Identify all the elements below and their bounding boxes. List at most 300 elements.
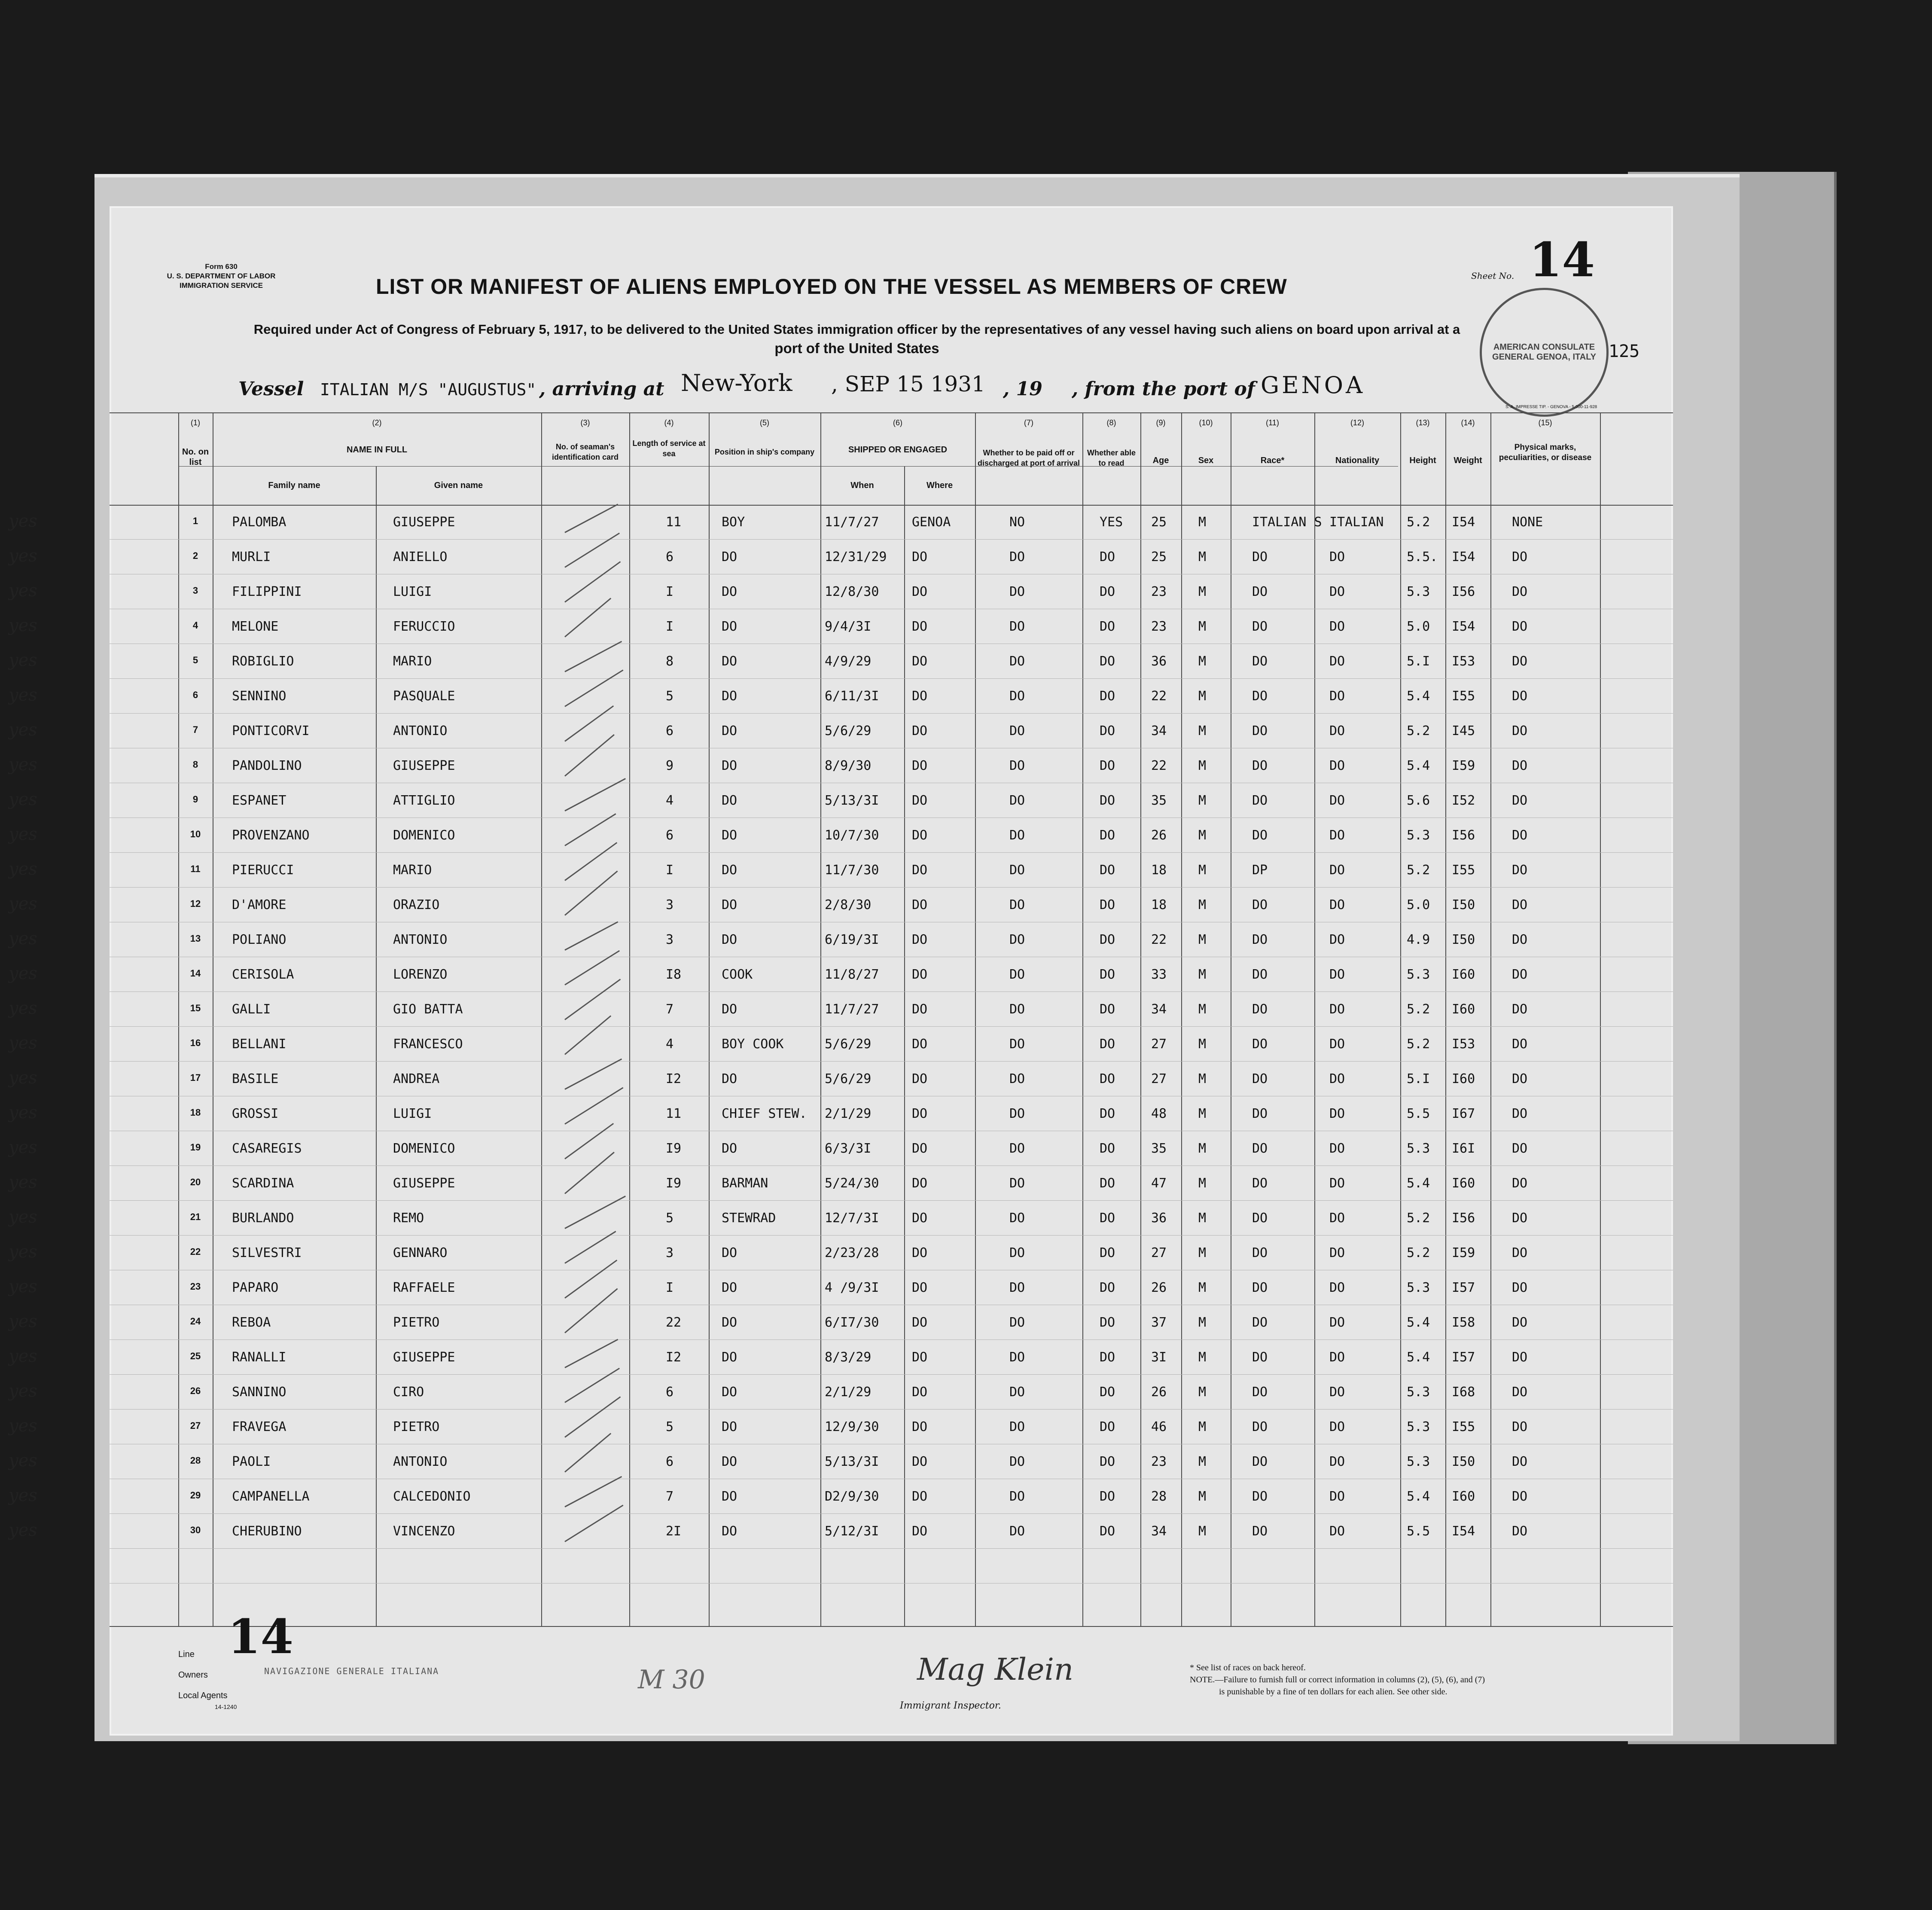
header-name-in-full: NAME IN FULL	[346, 445, 408, 455]
given-name: ANTONIO	[393, 1454, 448, 1469]
given-name: CIRO	[393, 1385, 424, 1400]
shipped-when: 5/6/29	[825, 1071, 872, 1086]
row-number: 28	[190, 1455, 201, 1466]
penalty-note-cont: is punishable by a fine of ten dollars for each alien. See other side.	[1219, 1687, 1447, 1696]
physical-marks: DO	[1512, 689, 1528, 704]
family-name: BASILE	[232, 1071, 279, 1086]
weight: I67	[1452, 1106, 1475, 1121]
age: 27	[1151, 1037, 1167, 1052]
sex: M	[1198, 1350, 1207, 1365]
race: DO	[1252, 897, 1268, 912]
colnum-7: (7)	[1024, 418, 1033, 427]
row-number: 9	[192, 794, 198, 805]
nationality: DO	[1329, 619, 1345, 634]
row-number: 4	[192, 620, 198, 631]
race: DO	[1252, 1002, 1268, 1017]
colnum-9: (9)	[1156, 418, 1166, 427]
arriving-label: , arriving at	[539, 378, 664, 400]
weight: I50	[1452, 897, 1475, 912]
weight: I60	[1452, 1002, 1475, 1017]
physical-marks: DO	[1512, 932, 1528, 947]
row-number: 24	[190, 1316, 201, 1327]
shipped-where: DO	[912, 584, 928, 599]
weight: I60	[1452, 1071, 1475, 1086]
physical-marks: NONE	[1512, 515, 1543, 530]
position: DO	[722, 1454, 737, 1469]
line-number: 14	[228, 1609, 294, 1664]
table-row	[9, 1138, 1673, 1172]
able-to-read: DO	[1100, 619, 1115, 634]
paid-off: DO	[1009, 1454, 1025, 1469]
nationality: DO	[1329, 1176, 1345, 1191]
family-name: MURLI	[232, 549, 271, 564]
race: DO	[1252, 549, 1268, 564]
able-to-read: DO	[1100, 1350, 1115, 1365]
shipped-when: 12/7/3I	[825, 1211, 879, 1226]
position: COOK	[722, 967, 753, 982]
physical-marks: DO	[1512, 863, 1528, 878]
position: DO	[722, 654, 737, 669]
table-row	[9, 616, 1673, 650]
header-position: Position in ship's company	[714, 448, 815, 456]
paid-off: DO	[1009, 689, 1025, 704]
sex: M	[1198, 758, 1207, 773]
form-code: 14-1240	[215, 1703, 237, 1710]
length-of-service: 11	[666, 515, 682, 530]
height: 5.2	[1407, 515, 1430, 530]
height: 5.2	[1407, 1211, 1430, 1226]
family-name: CAMPANELLA	[232, 1489, 310, 1504]
table-row	[9, 859, 1673, 894]
owners-value: NAVIGAZIONE GENERALE ITALIANA	[264, 1666, 439, 1676]
position: BOY	[722, 515, 745, 530]
physical-marks: DO	[1512, 1106, 1528, 1121]
family-name: POLIANO	[232, 932, 286, 947]
race: DO	[1252, 1489, 1268, 1504]
shipped-where: DO	[912, 1350, 928, 1365]
colnum-15: (15)	[1538, 418, 1552, 427]
shipped-when: 11/7/27	[825, 515, 879, 530]
sex: M	[1198, 549, 1207, 564]
check-mark-annotation: yes	[9, 1138, 37, 1157]
height: 5.4	[1407, 758, 1430, 773]
able-to-read: DO	[1100, 863, 1115, 878]
age: 34	[1151, 1524, 1167, 1539]
age: 36	[1151, 1211, 1167, 1226]
length-of-service: I	[666, 584, 674, 599]
shipped-when: 6/11/3I	[825, 689, 879, 704]
check-mark-annotation: yes	[9, 1103, 37, 1123]
row-number: 8	[192, 759, 198, 770]
check-mark-annotation: yes	[9, 581, 37, 601]
family-name: PANDOLINO	[232, 758, 302, 773]
shipped-where: DO	[912, 1454, 928, 1469]
row-number: 3	[192, 585, 198, 596]
height: 5.4	[1407, 1350, 1430, 1365]
given-name: GIUSEPPE	[393, 1176, 455, 1191]
position: DO	[722, 689, 737, 704]
table-row	[9, 1172, 1673, 1207]
given-name: PIETRO	[393, 1419, 440, 1434]
able-to-read: DO	[1100, 584, 1115, 599]
table-row	[9, 1033, 1673, 1068]
shipped-where: DO	[912, 1245, 928, 1260]
given-name: PASQUALE	[393, 689, 455, 704]
check-mark-annotation: yes	[9, 964, 37, 983]
arrival-date-stamp: , SEP 15 1931	[831, 372, 985, 397]
shipped-where: DO	[912, 897, 928, 912]
weight: I56	[1452, 584, 1475, 599]
nationality: DO	[1329, 1385, 1345, 1400]
family-name: FRAVEGA	[232, 1419, 286, 1434]
height: 5.4	[1407, 1176, 1430, 1191]
check-mark-annotation: yes	[9, 720, 37, 740]
given-name: FRANCESCO	[393, 1037, 463, 1052]
able-to-read: DO	[1100, 1245, 1115, 1260]
able-to-read: DO	[1100, 689, 1115, 704]
physical-marks: DO	[1512, 1385, 1528, 1400]
shipped-where: DO	[912, 1315, 928, 1330]
height: 5.3	[1407, 1419, 1430, 1434]
weight: I68	[1452, 1385, 1475, 1400]
sex: M	[1198, 1419, 1207, 1434]
row-number: 10	[190, 829, 201, 839]
race: DO	[1252, 1280, 1268, 1295]
table-row	[9, 1416, 1673, 1451]
shipped-where: DO	[912, 1002, 928, 1017]
position: DO	[722, 1350, 737, 1365]
sex: M	[1198, 584, 1207, 599]
printer-note: S. A. IMPRESSE TIP. - GENOVA - 5,000-11-928	[1505, 405, 1597, 409]
able-to-read: DO	[1100, 758, 1115, 773]
able-to-read: DO	[1100, 932, 1115, 947]
height: 5.3	[1407, 584, 1430, 599]
age: 46	[1151, 1419, 1167, 1434]
header-age: Age	[1152, 456, 1169, 465]
races-note: * See list of races on back hereof.	[1190, 1663, 1306, 1672]
nationality: DO	[1329, 1350, 1345, 1365]
service-name: IMMIGRATION SERVICE	[180, 281, 263, 290]
paid-off: DO	[1009, 828, 1025, 843]
length-of-service: 22	[666, 1315, 682, 1330]
paid-off: DO	[1009, 967, 1025, 982]
weight: I58	[1452, 1315, 1475, 1330]
age: 26	[1151, 1280, 1167, 1295]
sex: M	[1198, 1002, 1207, 1017]
physical-marks: DO	[1512, 758, 1528, 773]
position: DO	[722, 1524, 737, 1539]
family-name: SILVESTRI	[232, 1245, 302, 1260]
row-number: 7	[192, 724, 198, 735]
length-of-service: 7	[666, 1002, 674, 1017]
physical-marks: DO	[1512, 1071, 1528, 1086]
race: DO	[1252, 619, 1268, 634]
nationality: DO	[1329, 1524, 1345, 1539]
nationality: DO	[1329, 689, 1345, 704]
race: DO	[1252, 654, 1268, 669]
vessel-label: Vessel	[238, 378, 304, 400]
shipped-where: DO	[912, 689, 928, 704]
given-name: CALCEDONIO	[393, 1489, 471, 1504]
nationality: DO	[1329, 758, 1345, 773]
race: DP	[1252, 863, 1268, 878]
shipped-when: 2/23/28	[825, 1245, 879, 1260]
position: DO	[722, 723, 737, 738]
sex: M	[1198, 1245, 1207, 1260]
check-mark-annotation: yes	[9, 1486, 37, 1505]
sex: M	[1198, 1385, 1207, 1400]
nationality: DO	[1329, 863, 1345, 878]
height: 5.4	[1407, 1315, 1430, 1330]
position: DO	[722, 1489, 737, 1504]
check-mark-annotation: yes	[9, 755, 37, 775]
nationality: DO	[1329, 1489, 1345, 1504]
header-when: When	[850, 481, 874, 490]
weight: I6I	[1452, 1141, 1475, 1156]
paid-off: DO	[1009, 1350, 1025, 1365]
nationality: DO	[1329, 1037, 1345, 1052]
weight: I57	[1452, 1280, 1475, 1295]
manifest-sheet	[9, 206, 1673, 1736]
legal-subtitle-line1: Required under Act of Congress of February 5, 1917, to be delivered to the United States immigration officer by the representatives of any vessel having such aliens on board upon arrival at a	[253, 322, 1460, 337]
age: 34	[1151, 723, 1167, 738]
physical-marks: DO	[1512, 1524, 1528, 1539]
paid-off: DO	[1009, 1245, 1025, 1260]
age: 25	[1151, 515, 1167, 530]
position: DO	[722, 1315, 737, 1330]
race: DO	[1252, 967, 1268, 982]
physical-marks: DO	[1512, 1489, 1528, 1504]
family-name: BELLANI	[232, 1037, 286, 1052]
length-of-service: I8	[666, 967, 682, 982]
shipped-when: 5/13/3I	[825, 793, 879, 808]
check-mark-annotation: yes	[9, 1172, 37, 1192]
given-name: VINCENZO	[393, 1524, 455, 1539]
height: 5.4	[1407, 1489, 1430, 1504]
nationality: DO	[1329, 1106, 1345, 1121]
family-name: SCARDINA	[232, 1176, 294, 1191]
race: DO	[1252, 828, 1268, 843]
shipped-when: 12/9/30	[825, 1419, 879, 1434]
row-number: 14	[190, 968, 201, 979]
header-race: Race*	[1260, 456, 1285, 465]
able-to-read: DO	[1100, 723, 1115, 738]
shipped-where: DO	[912, 863, 928, 878]
department-name: U. S. DEPARTMENT OF LABOR	[167, 272, 276, 280]
shipped-when: 8/9/30	[825, 758, 872, 773]
check-mark-annotation: yes	[9, 1277, 37, 1297]
shipped-when: 11/7/30	[825, 863, 879, 878]
header-shipped-engaged: SHIPPED OR ENGAGED	[848, 445, 948, 455]
weight: I59	[1452, 1245, 1475, 1260]
position: DO	[722, 932, 737, 947]
position: DO	[722, 897, 737, 912]
table-row	[9, 755, 1673, 790]
weight: I45	[1452, 723, 1475, 738]
shipped-when: 12/8/30	[825, 584, 879, 599]
paid-off: DO	[1009, 1176, 1025, 1191]
check-mark-annotation: yes	[9, 1068, 37, 1088]
check-mark-annotation: yes	[9, 1346, 37, 1366]
physical-marks: DO	[1512, 1350, 1528, 1365]
length-of-service: 3	[666, 1245, 674, 1260]
age: 25	[1151, 549, 1167, 564]
colnum-8: (8)	[1106, 418, 1116, 427]
height: 5.3	[1407, 967, 1430, 982]
position: DO	[722, 758, 737, 773]
able-to-read: DO	[1100, 1106, 1115, 1121]
row-number: 29	[190, 1490, 201, 1501]
given-name: MARIO	[393, 863, 432, 878]
shipped-where: DO	[912, 549, 928, 564]
position: DO	[722, 828, 737, 843]
line-label: Line	[178, 1650, 195, 1659]
nationality: DO	[1329, 1071, 1345, 1086]
paid-off: DO	[1009, 584, 1025, 599]
table-row	[9, 1242, 1673, 1277]
check-mark-annotation: yes	[9, 1033, 37, 1053]
colnum-12: (12)	[1350, 418, 1364, 427]
header-seaman-card: No. of seaman's identification card	[552, 442, 619, 461]
race: DO	[1252, 689, 1268, 704]
shipped-when: 5/6/29	[825, 723, 872, 738]
header-sex: Sex	[1198, 456, 1214, 465]
age: 22	[1151, 689, 1167, 704]
length-of-service: 2I	[666, 1524, 682, 1539]
age: 48	[1151, 1106, 1167, 1121]
race: DO	[1252, 1037, 1268, 1052]
sex: M	[1198, 932, 1207, 947]
shipped-when: 5/24/30	[825, 1176, 879, 1191]
row-number: 13	[190, 933, 201, 944]
shipped-where: DO	[912, 932, 928, 947]
shipped-where: GENOA	[912, 515, 951, 530]
height: 5.I	[1407, 654, 1430, 669]
table-row	[9, 720, 1673, 755]
height: 5.5	[1407, 1524, 1430, 1539]
nationality: DO	[1329, 1280, 1345, 1295]
check-mark-annotation: yes	[9, 1242, 37, 1262]
weight: I54	[1452, 515, 1475, 530]
nationality: DO	[1329, 1315, 1345, 1330]
given-name: GIO BATTA	[393, 1002, 463, 1017]
paid-off: DO	[1009, 1419, 1025, 1434]
physical-marks: DO	[1512, 549, 1528, 564]
physical-marks: DO	[1512, 828, 1528, 843]
shipped-when: 11/8/27	[825, 967, 879, 982]
table-row	[9, 1312, 1673, 1346]
colnum-5: (5)	[760, 418, 769, 427]
physical-marks: DO	[1512, 897, 1528, 912]
position: CHIEF STEW.	[722, 1106, 807, 1121]
weight: I56	[1452, 1211, 1475, 1226]
able-to-read: DO	[1100, 793, 1115, 808]
shipped-where: DO	[912, 619, 928, 634]
position: DO	[722, 584, 737, 599]
check-mark-annotation: yes	[9, 511, 37, 531]
table-row	[9, 1207, 1673, 1242]
length-of-service: 3	[666, 897, 674, 912]
table-row	[9, 581, 1673, 616]
crew-table	[9, 412, 1673, 1650]
weight: I54	[1452, 549, 1475, 564]
paid-off: DO	[1009, 654, 1025, 669]
check-mark-annotation: yes	[9, 929, 37, 949]
age: 33	[1151, 967, 1167, 982]
given-name: REMO	[393, 1211, 424, 1226]
physical-marks: DO	[1512, 723, 1528, 738]
check-tick-mark	[564, 503, 618, 533]
shipped-where: DO	[912, 1280, 928, 1295]
age: 23	[1151, 619, 1167, 634]
shipped-where: DO	[912, 723, 928, 738]
paid-off: DO	[1009, 723, 1025, 738]
nationality: DO	[1329, 897, 1345, 912]
length-of-service: 11	[666, 1106, 682, 1121]
height: 5.I	[1407, 1071, 1430, 1086]
family-name: BURLANDO	[232, 1211, 294, 1226]
able-to-read: DO	[1100, 1315, 1115, 1330]
check-mark-annotation: yes	[9, 1451, 37, 1471]
row-number: 20	[190, 1177, 201, 1187]
row-number: 1	[192, 516, 198, 526]
table-row	[9, 1277, 1673, 1312]
nationality: DO	[1329, 584, 1345, 599]
weight: I60	[1452, 1176, 1475, 1191]
family-name: PAOLI	[232, 1454, 271, 1469]
row-number: 11	[190, 863, 201, 874]
length-of-service: 5	[666, 689, 674, 704]
row-number: 5	[192, 655, 198, 665]
family-name: CERISOLA	[232, 967, 294, 982]
row-number: 21	[190, 1211, 201, 1222]
physical-marks: DO	[1512, 1176, 1528, 1191]
height: 5.3	[1407, 1385, 1430, 1400]
height: 5.2	[1407, 1002, 1430, 1017]
shipped-when: D2/9/30	[825, 1489, 879, 1504]
form-identifier	[165, 262, 277, 290]
weight: I52	[1452, 793, 1475, 808]
shipped-when: 5/12/3I	[825, 1524, 879, 1539]
inspector-signature: Mag Klein	[917, 1652, 1074, 1687]
sex: M	[1198, 1176, 1207, 1191]
height: 4.9	[1407, 932, 1430, 947]
age: 47	[1151, 1176, 1167, 1191]
shipped-when: 12/31/29	[825, 549, 887, 564]
length-of-service: I	[666, 619, 674, 634]
table-row	[9, 1486, 1673, 1520]
shipped-where: DO	[912, 1106, 928, 1121]
race: DO	[1252, 1071, 1268, 1086]
given-name: GIUSEPPE	[393, 1350, 455, 1365]
race: DO	[1252, 758, 1268, 773]
row-number: 6	[192, 690, 198, 700]
row-number: 2	[192, 550, 198, 561]
nationality: DO	[1329, 1141, 1345, 1156]
shipped-where: DO	[912, 1524, 928, 1539]
family-name: REBOA	[232, 1315, 271, 1330]
paid-off: DO	[1009, 1211, 1025, 1226]
family-name: RANALLI	[232, 1350, 286, 1365]
physical-marks: DO	[1512, 793, 1528, 808]
nationality: DO	[1329, 1245, 1345, 1260]
check-mark-annotation: yes	[9, 790, 37, 809]
weight: I56	[1452, 828, 1475, 843]
sex: M	[1198, 1280, 1207, 1295]
header-no-on-list: No. on list	[182, 447, 209, 467]
family-name: PALOMBA	[232, 515, 286, 530]
given-name: LUIGI	[393, 1106, 432, 1121]
